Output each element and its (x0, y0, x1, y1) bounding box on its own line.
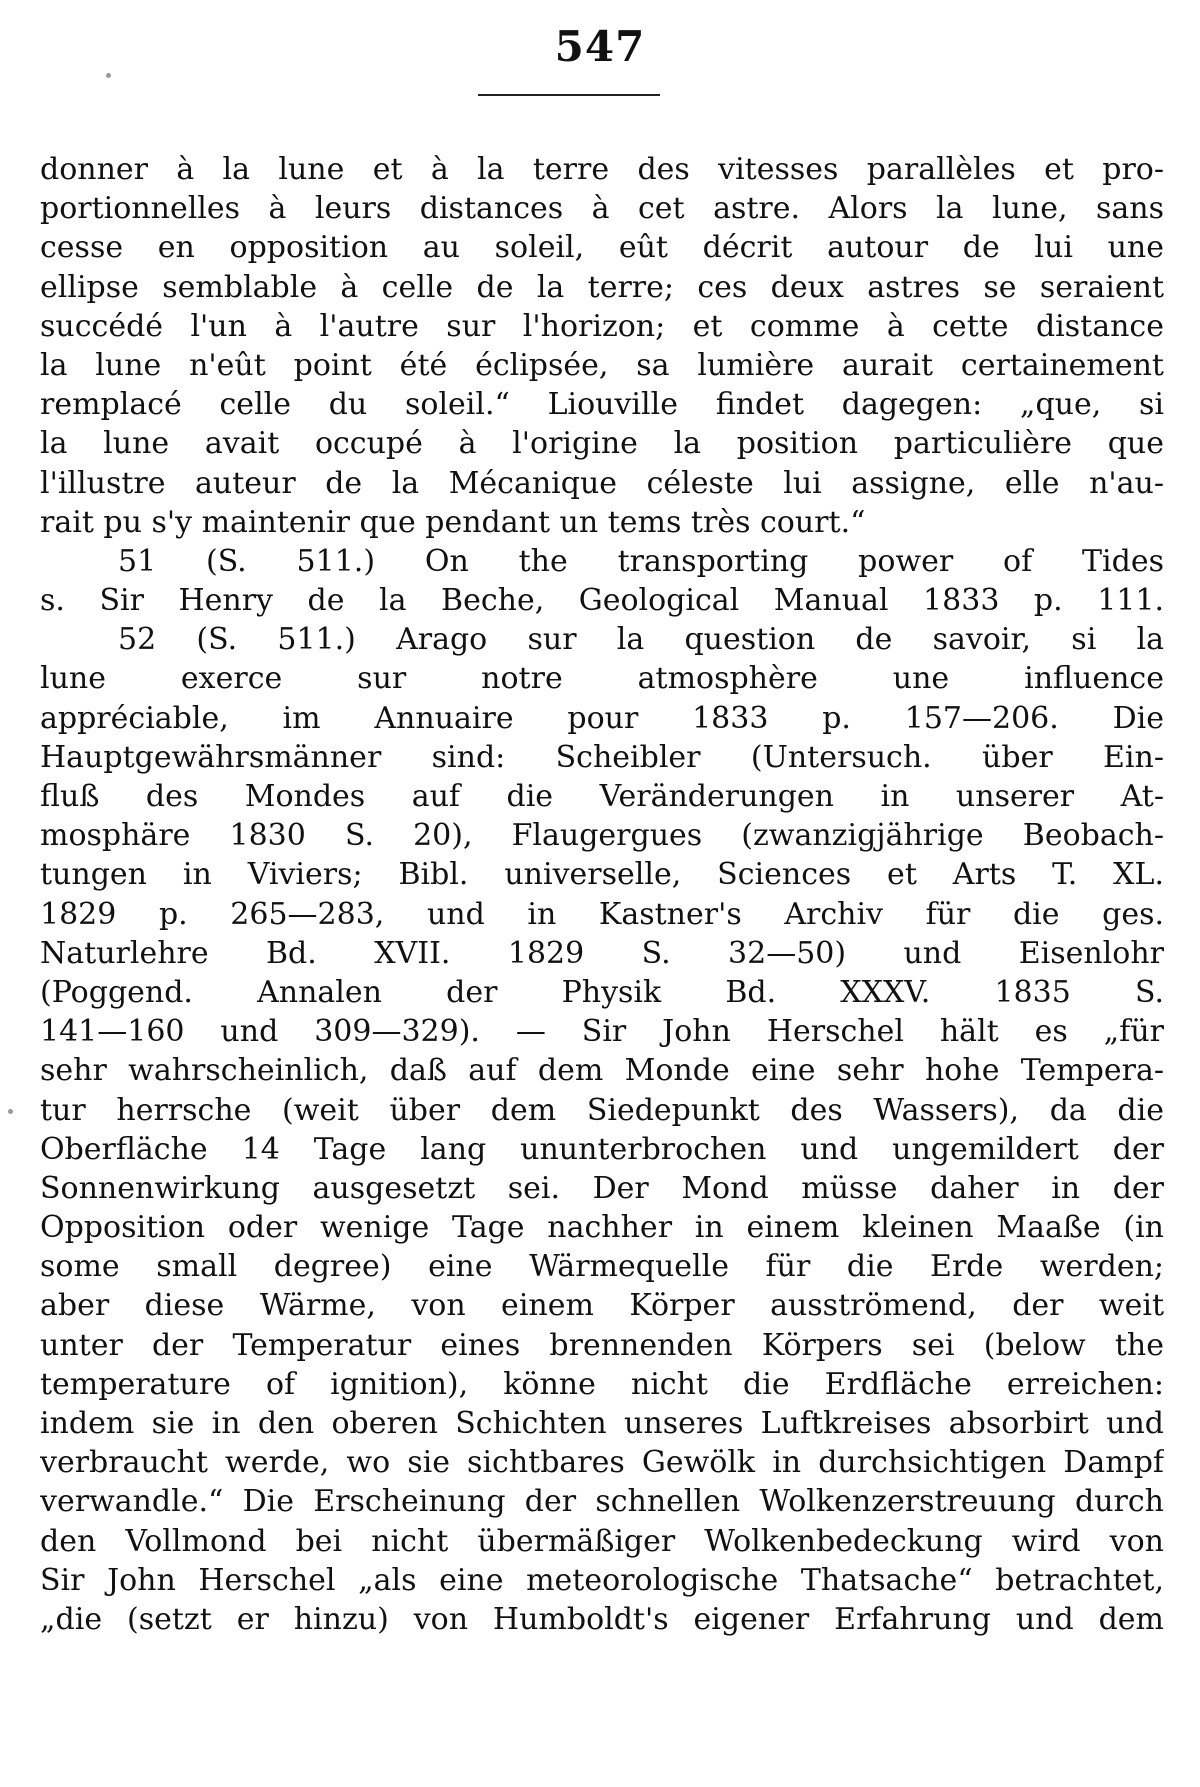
footnote-52-start: 52 (S. 511.) Arago sur la question de savoir, si la (118, 622, 1164, 658)
text-line: la lune n'eût point été éclipsée, sa lumière aurait certainement (40, 347, 1164, 383)
text-line: remplacé celle du soleil.“ Liouville findet dagegen: „que, si (40, 387, 1164, 423)
page-number: 547 (554, 22, 646, 71)
text-line: Sir John Herschel „als eine meteorologische Thatsache“ betrachtet, (40, 1562, 1164, 1598)
text-line: donner à la lune et à la terre des vitesses parallèles et pro- (40, 152, 1164, 187)
header-rule (478, 94, 660, 96)
text-line: some small degree) eine Wärmequelle für die Erde werden; (40, 1249, 1164, 1285)
text-line: Sonnenwirkung ausgesetzt sei. Der Mond müsse daher in der (40, 1170, 1164, 1206)
text-line: „die (setzt er hinzu) von Humboldt's eigener Erfahrung und dem (40, 1601, 1164, 1637)
text-line: ellipse semblable à celle de la terre; ces deux astres se seraient (40, 269, 1164, 305)
text-line: aber diese Wärme, von einem Körper ausströmend, der weit (40, 1288, 1164, 1324)
text-line: s. Sir Henry de la Beche, Geological Manual 1833 p. 111. (40, 583, 1164, 619)
text-line: lune exerce sur notre atmosphère une influence (40, 661, 1164, 697)
text-line: temperature of ignition), könne nicht die Erdfläche erreichen: (40, 1366, 1164, 1402)
text-line: Opposition oder wenige Tage nachher in einem kleinen Maaße (in (40, 1210, 1164, 1246)
text-line: Oberfläche 14 Tage lang ununterbrochen und ungemildert der (40, 1131, 1164, 1167)
text-line: succédé l'un à l'autre sur l'horizon; et comme à cette distance (40, 308, 1164, 344)
text-line: Hauptgewährsmänner sind: Scheibler (Untersuch. über Ein- (40, 739, 1164, 775)
text-line: sehr wahrscheinlich, daß auf dem Monde eine sehr hohe Tempera- (40, 1053, 1164, 1089)
text-line: cesse en opposition au soleil, eût décrit autour de lui une (40, 230, 1164, 266)
body-text (40, 150, 1164, 1639)
text-line: rait pu s'y maintenir que pendant un tems très court.“ (40, 504, 866, 540)
text-line: 141—160 und 309—329). — Sir John Herschel hält es „für (40, 1014, 1164, 1050)
text-line: 1829 p. 265—283, und in Kastner's Archiv für die ges. (40, 896, 1164, 932)
text-line: tungen in Viviers; Bibl. universelle, Sciences et Arts T. XL. (40, 857, 1164, 893)
footnote-51-start: 51 (S. 511.) On the transporting power of Tides (118, 543, 1164, 579)
text-line: portionnelles à leurs distances à cet astre. Alors la lune, sans (40, 191, 1164, 227)
text-line: mosphäre 1830 S. 20), Flaugergues (zwanzigjährige Beobach- (40, 818, 1164, 854)
text-line: (Poggend. Annalen der Physik Bd. XXXV. 1835 S. (40, 974, 1164, 1010)
print-speck (106, 73, 111, 78)
text-line: verbraucht werde, wo sie sichtbares Gewölk in durchsichtigen Dampf (40, 1445, 1164, 1481)
text-line: verwandle.“ Die Erscheinung der schnellen Wolkenzerstreuung durch (40, 1484, 1164, 1520)
text-line: indem sie in den oberen Schichten unseres Luftkreises absorbirt und (40, 1406, 1164, 1441)
print-speck (8, 1109, 13, 1114)
text-line: la lune avait occupé à l'origine la position particulière que (40, 426, 1164, 462)
text-line: l'illustre auteur de la Mécanique céleste lui assigne, elle n'au- (40, 465, 1164, 501)
text-line: tur herrsche (weit über dem Siedepunkt des Wassers), da die (40, 1092, 1164, 1128)
text-line: appréciable, im Annuaire pour 1833 p. 157—206. Die (40, 700, 1164, 736)
text-line: Naturlehre Bd. XVII. 1829 S. 32—50) und Eisenlohr (40, 935, 1164, 971)
text-line: den Vollmond bei nicht übermäßiger Wolkenbedeckung wird von (40, 1523, 1164, 1559)
text-line: fluß des Mondes auf die Veränderungen in unserer At- (40, 779, 1164, 814)
text-line: unter der Temperatur eines brennenden Körpers sei (below the (40, 1327, 1164, 1363)
